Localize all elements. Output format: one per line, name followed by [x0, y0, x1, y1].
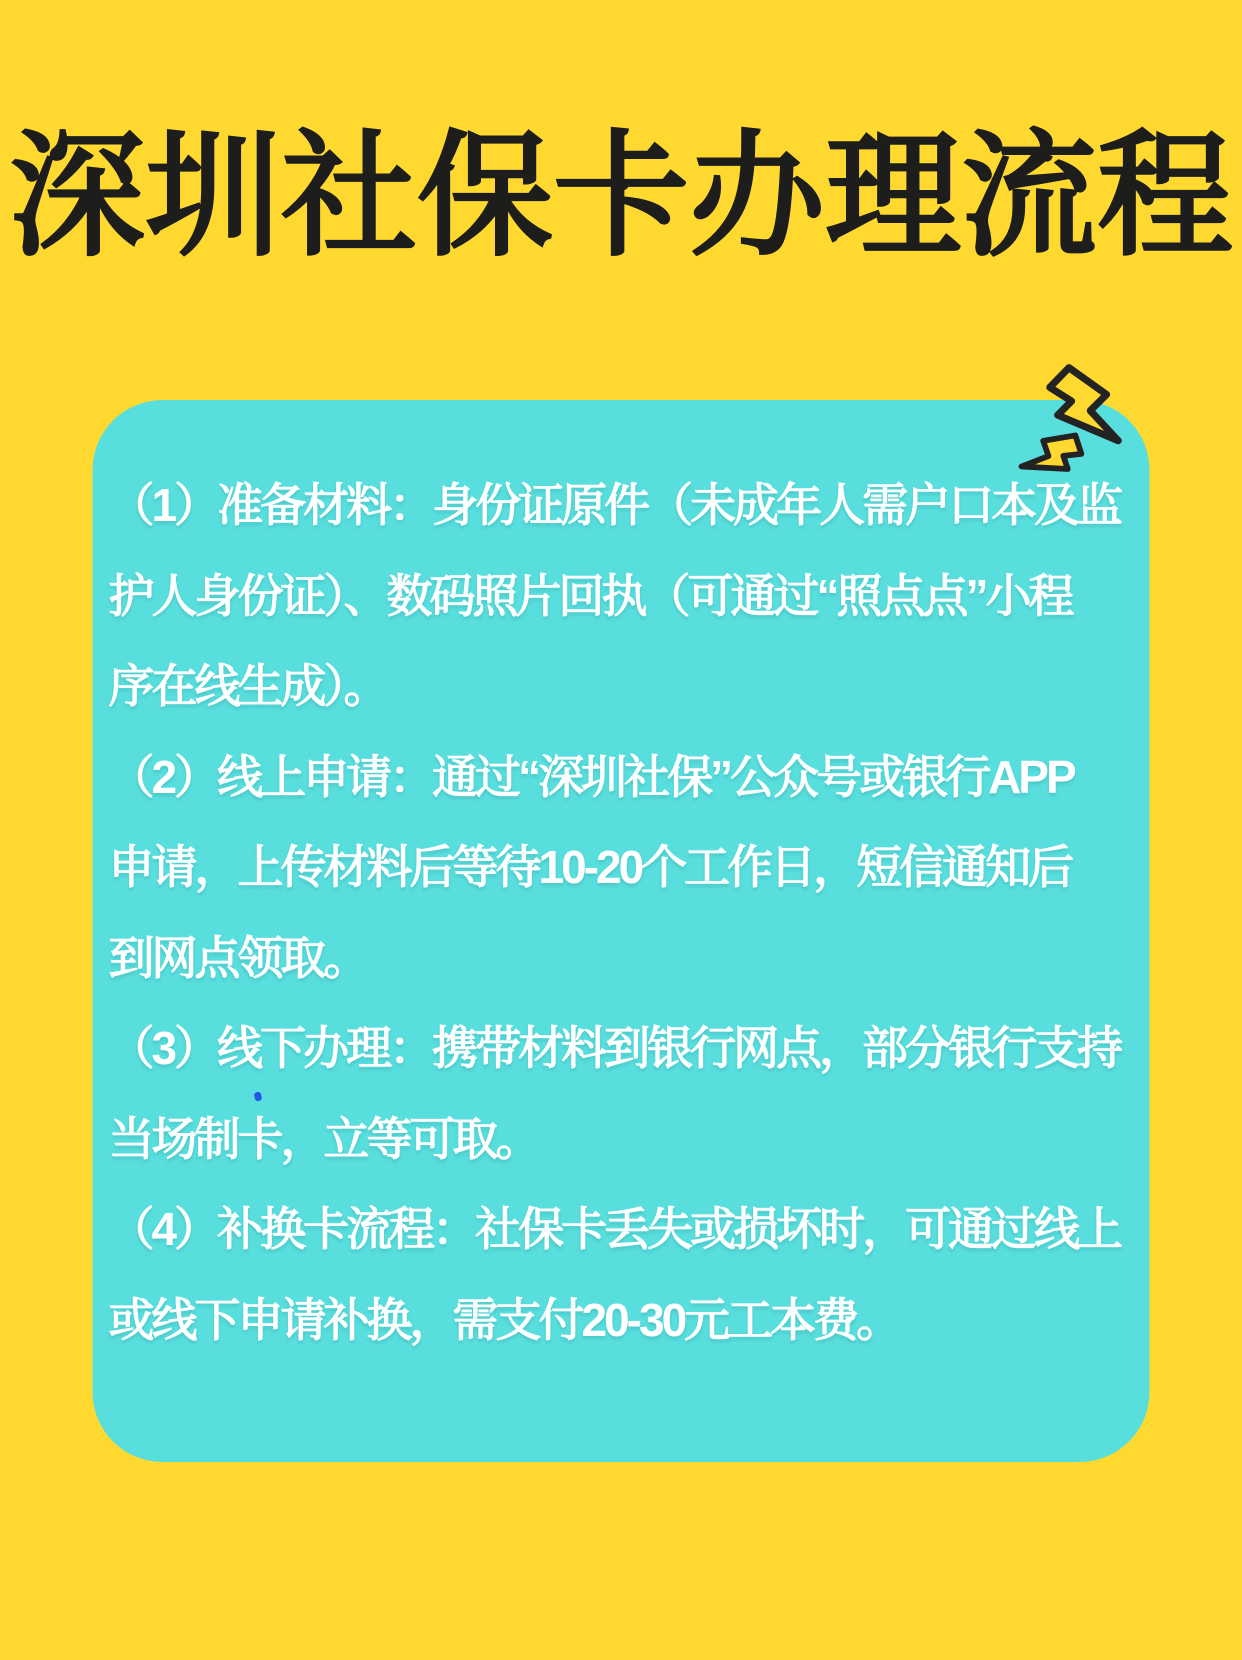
step1-line1: （1）准备材料：身份证原件（未成年人需户口本及监 — [108, 479, 1121, 531]
step2-line3: 到网点领取。 — [108, 931, 367, 984]
steps-card — [93, 400, 1150, 1462]
page-title: 深圳社保卡办理流程 — [9, 120, 1233, 272]
step1-line2: 护人身份证）、数码照片回执（可通过“照点点”小程 — [108, 569, 1072, 622]
step2-line2: 申请，上传材料后等待10-20个工作日，短信通知后 — [108, 841, 1072, 893]
step1-line3: 序在线生成）。 — [108, 660, 387, 712]
step4-line2: 或线下申请补换，需支付20-30元工本费。 — [108, 1293, 900, 1346]
step4-line1: （4）补换卡流程：社保卡丢失或损坏时，可通过线上 — [108, 1203, 1121, 1255]
card-text — [109, 460, 1136, 1365]
step2-line1: （2）线上申请：通过“深圳社保”公众号或银行APP — [108, 750, 1074, 803]
step3-line2: 当场制卡，立等可取。 — [108, 1112, 539, 1165]
step3-line1: （3）线下办理：携带材料到银行网点，部分银行支持 — [108, 1022, 1121, 1074]
